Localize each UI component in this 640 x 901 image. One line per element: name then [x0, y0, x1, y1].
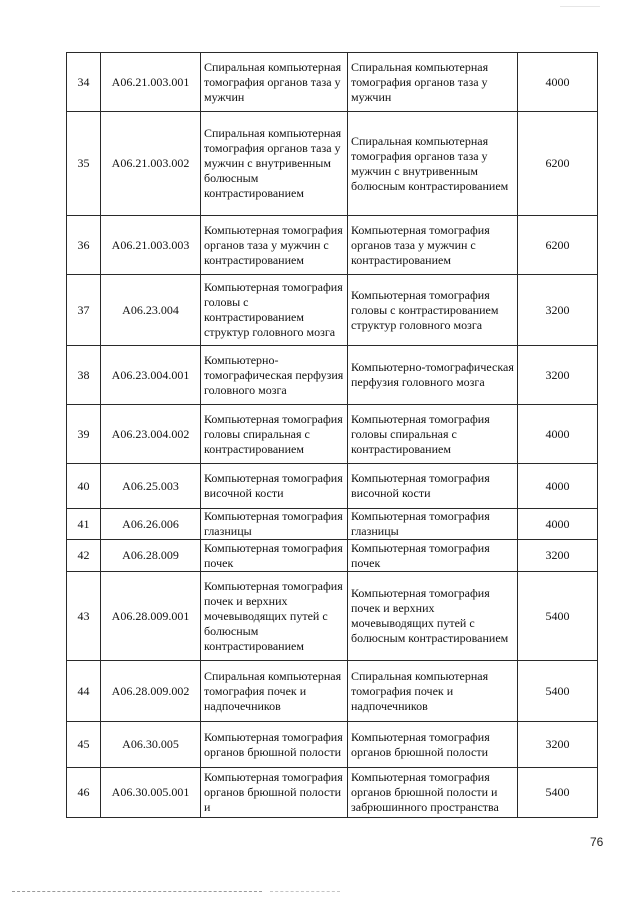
service-description: Спиральная компьютерная томография органов таза у мужчин: [348, 53, 518, 112]
page-number: 76: [590, 835, 604, 849]
service-description: Компьютерная томография почек: [348, 540, 518, 572]
table-row: [67, 405, 598, 464]
service-description: Компьютерная томография почек и верхних мочевыводящих путей с болюсным контрастированием: [348, 572, 518, 661]
service-name: Спиральная компьютерная томография органов таза у мужчин с внутривенным болюсным контрастированием: [201, 112, 348, 216]
service-price: 4000: [518, 53, 598, 112]
service-name: Компьютерная томография височной кости: [201, 464, 348, 509]
service-name: Компьютерная томография головы спиральная с контрастированием: [201, 405, 348, 464]
service-name: Компьютерно-томографическая перфузия головного мозга: [201, 346, 348, 405]
table-row: [67, 112, 598, 216]
row-number: 46: [67, 768, 101, 818]
service-price: 3200: [518, 722, 598, 768]
service-description: Компьютерная томография головы спиральная с контрастированием: [348, 405, 518, 464]
service-price: 4000: [518, 464, 598, 509]
service-code: A06.26.006: [101, 509, 201, 540]
service-name: Компьютерная томография органов брюшной полости и: [201, 768, 348, 818]
table-body: [67, 53, 598, 818]
service-code: A06.28.009.002: [101, 661, 201, 722]
service-code: A06.23.004.002: [101, 405, 201, 464]
service-description: Компьютерная томография головы с контрастированием структур головного мозга: [348, 275, 518, 346]
service-price: 5400: [518, 661, 598, 722]
service-description: Спиральная компьютерная томография органов таза у мужчин с внутривенным болюсным контрастированием: [348, 112, 518, 216]
service-name: Компьютерная томография почек и верхних мочевыводящих путей с болюсным контрастированием: [201, 572, 348, 661]
table-row: [67, 572, 598, 661]
price-table: [66, 52, 598, 818]
service-price: 3200: [518, 275, 598, 346]
service-price: 3200: [518, 346, 598, 405]
row-number: 41: [67, 509, 101, 540]
table-row: [67, 464, 598, 509]
service-description: Компьютерная томография височной кости: [348, 464, 518, 509]
service-description: Компьютерная томография органов брюшной полости: [348, 722, 518, 768]
table-row: [67, 540, 598, 572]
table-row: [67, 509, 598, 540]
service-description: Компьютерно-томографическая перфузия головного мозга: [348, 346, 518, 405]
scan-speck: [560, 6, 600, 7]
row-number: 34: [67, 53, 101, 112]
row-number: 35: [67, 112, 101, 216]
service-price: 6200: [518, 112, 598, 216]
service-price: 5400: [518, 768, 598, 818]
service-code: A06.28.009: [101, 540, 201, 572]
row-number: 37: [67, 275, 101, 346]
service-name: Компьютерная томография органов брюшной полости: [201, 722, 348, 768]
service-code: A06.21.003.001: [101, 53, 201, 112]
service-price: 6200: [518, 216, 598, 275]
service-code: A06.23.004: [101, 275, 201, 346]
table-row: [67, 53, 598, 112]
service-price: 4000: [518, 509, 598, 540]
service-code: A06.30.005.001: [101, 768, 201, 818]
table-row: [67, 768, 598, 818]
table-row: [67, 722, 598, 768]
service-price: 3200: [518, 540, 598, 572]
service-code: A06.28.009.001: [101, 572, 201, 661]
table-row: [67, 216, 598, 275]
service-description: Компьютерная томография органов таза у мужчин с контрастированием: [348, 216, 518, 275]
service-price: 5400: [518, 572, 598, 661]
service-name: Компьютерная томография почек: [201, 540, 348, 572]
scan-edge-line: [12, 891, 262, 892]
table-row: [67, 346, 598, 405]
row-number: 42: [67, 540, 101, 572]
service-description: Компьютерная томография глазницы: [348, 509, 518, 540]
service-name: Спиральная компьютерная томография почек и надпочечников: [201, 661, 348, 722]
row-number: 44: [67, 661, 101, 722]
service-code: A06.23.004.001: [101, 346, 201, 405]
row-number: 38: [67, 346, 101, 405]
row-number: 43: [67, 572, 101, 661]
service-name: Компьютерная томография глазницы: [201, 509, 348, 540]
table-row: [67, 661, 598, 722]
service-name: Компьютерная томография головы с контрастированием структур головного мозга: [201, 275, 348, 346]
service-code: A06.30.005: [101, 722, 201, 768]
service-description: Компьютерная томография органов брюшной полости и забрюшинного пространства: [348, 768, 518, 818]
service-price: 4000: [518, 405, 598, 464]
row-number: 45: [67, 722, 101, 768]
service-description: Спиральная компьютерная томография почек и надпочечников: [348, 661, 518, 722]
table-row: [67, 275, 598, 346]
service-name: Спиральная компьютерная томография органов таза у мужчин: [201, 53, 348, 112]
service-code: A06.21.003.003: [101, 216, 201, 275]
scan-edge-line: [270, 891, 340, 892]
service-name: Компьютерная томография органов таза у мужчин с контрастированием: [201, 216, 348, 275]
row-number: 40: [67, 464, 101, 509]
service-code: A06.21.003.002: [101, 112, 201, 216]
row-number: 39: [67, 405, 101, 464]
row-number: 36: [67, 216, 101, 275]
service-code: A06.25.003: [101, 464, 201, 509]
